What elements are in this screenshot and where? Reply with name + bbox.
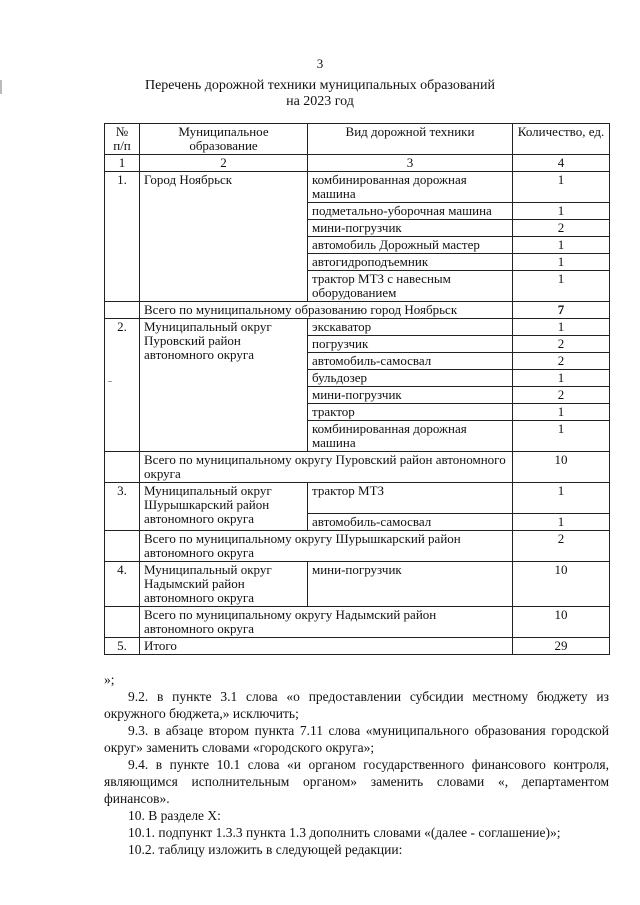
closing-quote: »; xyxy=(104,672,115,687)
equipment-type: комбинированная дорожная машина xyxy=(308,421,513,452)
subtotal-row xyxy=(105,531,610,562)
equipment-type: мини-погрузчик xyxy=(308,387,513,404)
subtotal-value: 7 xyxy=(513,302,610,319)
equipment-type: автомобиль-самосвал xyxy=(308,353,513,370)
subtotal-label: Всего по муниципальному округу Надымский район автономного округа xyxy=(140,607,513,638)
equipment-qty: 1 xyxy=(513,421,610,452)
group-number: 3. xyxy=(105,483,140,531)
equipment-type: автогидроподъемник xyxy=(308,254,513,271)
table-row xyxy=(105,319,610,336)
document-title xyxy=(0,78,640,110)
equipment-qty: 1 xyxy=(513,514,610,531)
header-equipment-type: Вид дорожной техники xyxy=(308,124,513,155)
paragraph: 10.1. подпункт 1.3.3 пункта 1.3 дополнить словами «(далее - соглашение)»; xyxy=(128,825,561,840)
group-number: 4. xyxy=(105,562,140,607)
equipment-type: мини-погрузчик xyxy=(308,220,513,237)
header-row xyxy=(105,124,610,155)
col-number: 3 xyxy=(308,155,513,172)
table-row xyxy=(105,562,610,607)
equipment-qty: 1 xyxy=(513,271,610,302)
subtotal-label: Всего по муниципальному образованию город Ноябрьск xyxy=(140,302,513,319)
equipment-type: трактор МТЗ с навесным оборудованием xyxy=(308,271,513,302)
equipment-type: комбинированная дорожная машина xyxy=(308,172,513,203)
equipment-qty: 1 xyxy=(513,172,610,203)
equipment-qty: 1 xyxy=(513,370,610,387)
equipment-table xyxy=(104,123,610,655)
equipment-qty: 2 xyxy=(513,387,610,404)
col-number: 2 xyxy=(140,155,308,172)
equipment-type: автомобиль-самосвал xyxy=(308,514,513,531)
page-number: 3 xyxy=(316,56,324,71)
header-quantity: Количество, ед. xyxy=(513,124,610,155)
equipment-type: бульдозер xyxy=(308,370,513,387)
title-line-1: Перечень дорожной техники муниципальных образований xyxy=(144,78,495,93)
equipment-qty: 2 xyxy=(513,353,610,370)
paragraph: 9.3. в абзаце втором пункта 7.11 слова «муниципального образования городской округ» заменить словами «городского округа»; xyxy=(104,723,609,755)
subtotal-row xyxy=(105,302,610,319)
equipment-qty: 1 xyxy=(513,319,610,336)
column-number-row xyxy=(105,155,610,172)
paragraph: 10. В разделе X: xyxy=(128,808,221,823)
amendment-text xyxy=(104,671,609,858)
total-number: 5. xyxy=(105,638,140,655)
table-row xyxy=(105,172,610,203)
col-number: 1 xyxy=(105,155,140,172)
header-municipality: Муниципальное образование xyxy=(140,124,308,155)
equipment-qty: 10 xyxy=(513,562,610,607)
group-number: 2. xyxy=(105,319,140,452)
header-num: № п/п xyxy=(105,124,140,155)
total-row xyxy=(105,638,610,655)
equipment-qty: 2 xyxy=(513,220,610,237)
equipment-type: трактор xyxy=(308,404,513,421)
equipment-qty: 1 xyxy=(513,254,610,271)
equipment-type: трактор МТЗ xyxy=(308,483,513,514)
municipality-name: Муниципальный округ Надымский район автономного округа xyxy=(140,562,308,607)
subtotal-label: Всего по муниципальному округу Пуровский район автономного округа xyxy=(140,452,513,483)
paragraph: 9.4. в пункте 10.1 слова «и органом государственного финансового контроля, являющимся исполнительным органом» заменить словами «, департаментом финансов». xyxy=(104,757,609,806)
subtotal-label: Всего по муниципальному округу Шурышкарский район автономного округа xyxy=(140,531,513,562)
group-number: 1. xyxy=(105,172,140,302)
equipment-type: мини-погрузчик xyxy=(308,562,513,607)
subtotal-row xyxy=(105,452,610,483)
subtotal-value: 10 xyxy=(513,452,610,483)
title-line-2: на 2023 год xyxy=(286,94,354,109)
equipment-type: подметально-уборочная машина xyxy=(308,203,513,220)
equipment-qty: 1 xyxy=(513,404,610,421)
table-row xyxy=(105,483,610,514)
equipment-type: погрузчик xyxy=(308,336,513,353)
equipment-qty: 1 xyxy=(513,483,610,514)
equipment-qty: 2 xyxy=(513,336,610,353)
municipality-name: Муниципальный округ Пуровский район автономного округа xyxy=(140,319,308,452)
equipment-type: автомобиль Дорожный мастер xyxy=(308,237,513,254)
equipment-qty: 1 xyxy=(513,237,610,254)
subtotal-row xyxy=(105,607,610,638)
equipment-qty: 1 xyxy=(513,203,610,220)
municipality-name: Муниципальный округ Шурышкарский район автономного округа xyxy=(140,483,308,531)
subtotal-value: 10 xyxy=(513,607,610,638)
equipment-type: экскаватор xyxy=(308,319,513,336)
municipality-name: Город Ноябрьск xyxy=(140,172,308,302)
subtotal-value: 2 xyxy=(513,531,610,562)
col-number: 4 xyxy=(513,155,610,172)
total-value: 29 xyxy=(513,638,610,655)
total-label: Итого xyxy=(140,638,513,655)
paragraph: 9.2. в пункте 3.1 слова «о предоставлении субсидии местному бюджету из окружного бюджета,» исключить; xyxy=(104,689,609,721)
paragraph: 10.2. таблицу изложить в следующей редакции: xyxy=(128,842,403,857)
